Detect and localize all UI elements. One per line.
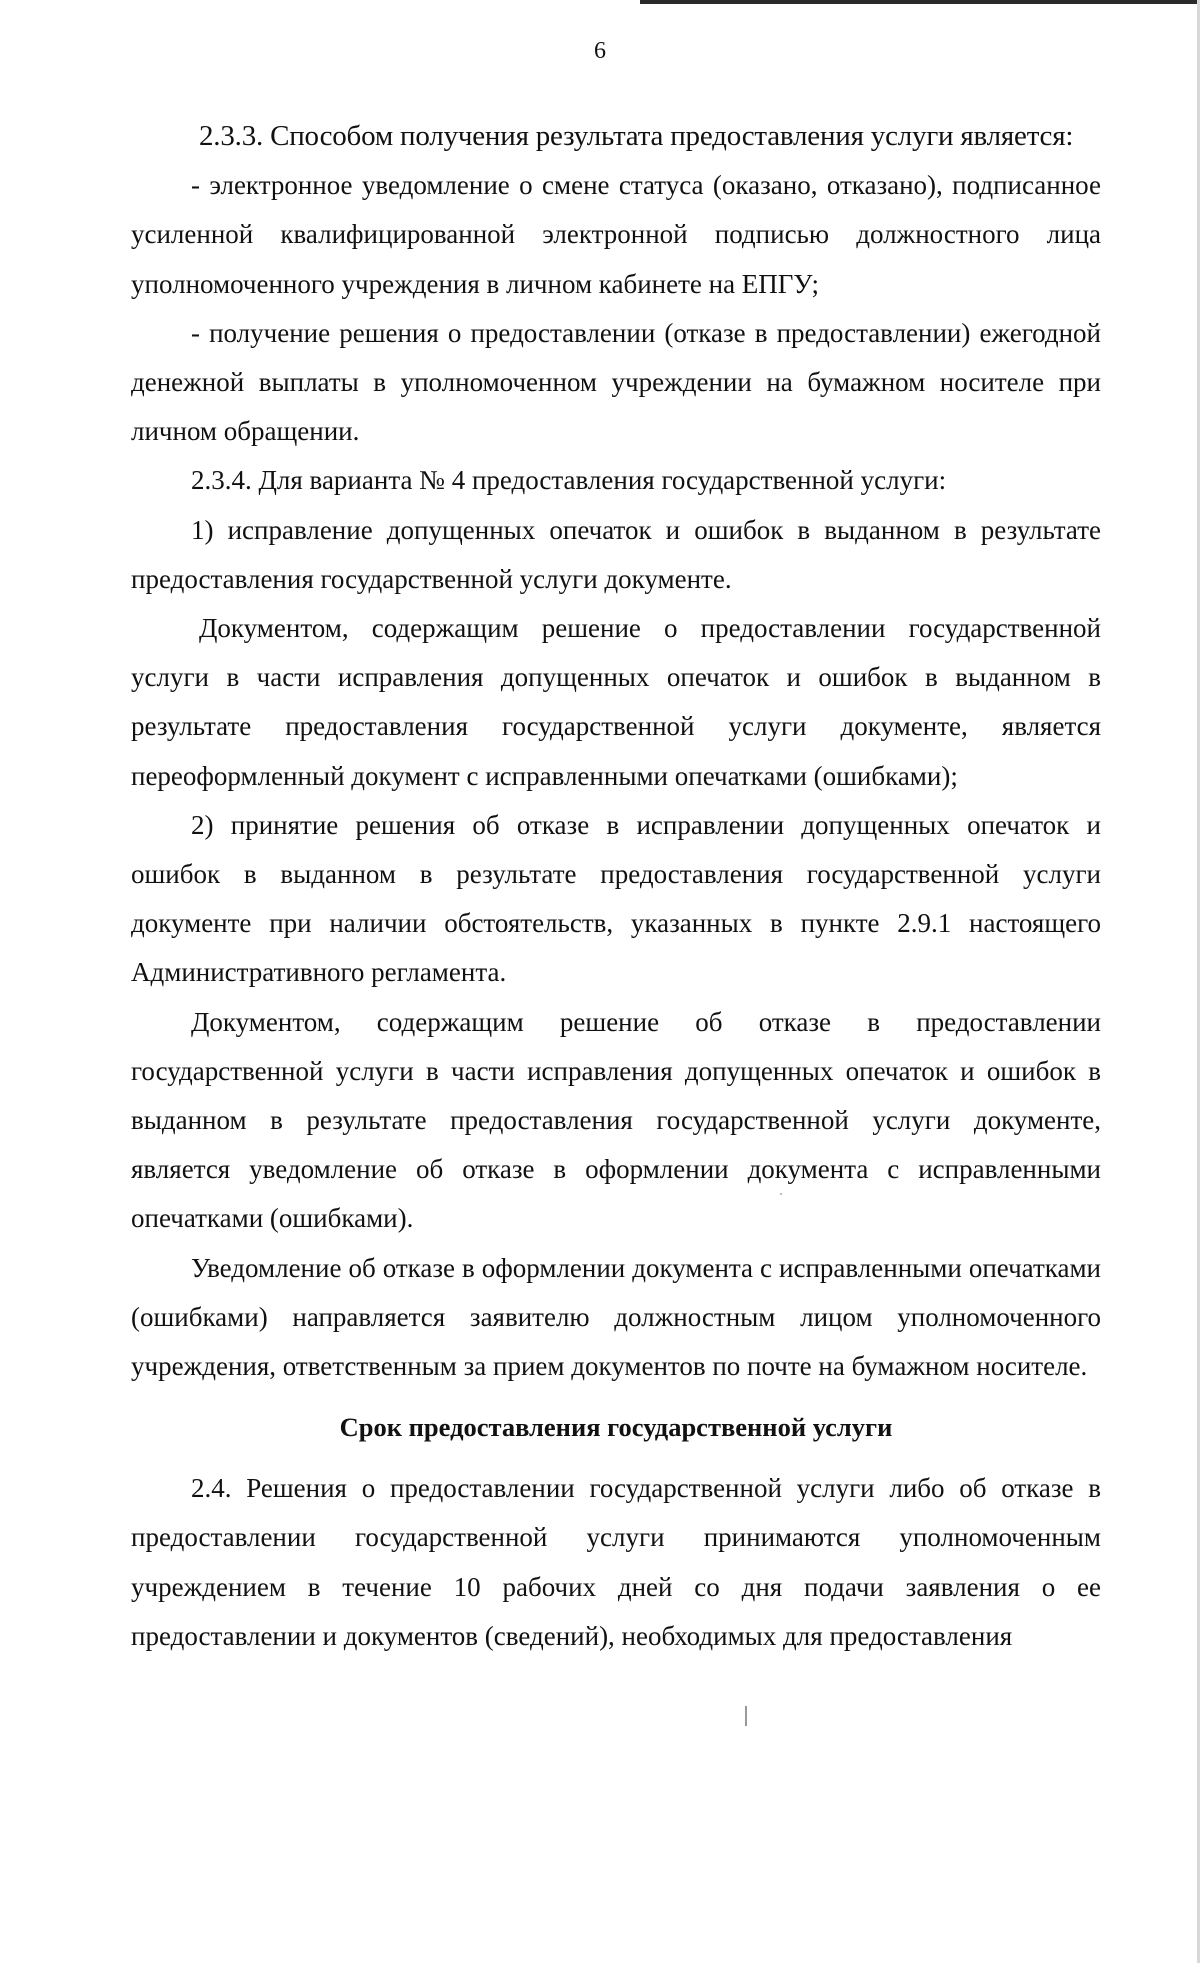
paragraph-paper-decision: - получение решения о предоставлении (отказе в предоставлении) ежегодной денежной выплаты в уполномоченном учреждении на бумажном носителе при личном обращении. [131, 317, 1101, 447]
scan-artifact-mark [745, 1706, 747, 1726]
paragraph-electronic-notice: - электронное уведомление о смене статуса (оказано, отказано), подписанное усиленной квалифицированной электронной подписью должностного лица уполномоченного учреждения в личном кабинете на ЕПГУ; [131, 170, 1101, 299]
paragraph-2-4: 2.4. Решения о предоставлении государственной услуги либо об отказе в предоставлении государственной услуги принимаются уполномоченным учреждением в течение 10 рабочих дней со дня подачи заявления о ее предоставлении и документов (сведений), необходимых для предоставления [131, 1473, 1101, 1651]
scan-artifact-dot [780, 1193, 782, 1195]
document-body [131, 112, 1101, 1661]
paragraph-reissued-document: Документом, содержащим решение о предоставлении государственной услуги в части исправления допущенных опечаток и ошибок в выданном в результате предоставления государственной услуги документе, является переоформленный документ с исправленными опечатками (ошибками); [131, 613, 1101, 791]
page-number: 6 [594, 38, 606, 64]
paragraph-2-3-3: 2.3.3. Способом получения результата предоставления услуги является: [199, 120, 1074, 152]
scan-top-edge [640, 0, 1200, 4]
paragraph-item-1: 1) исправление допущенных опечаток и ошибок в выданном в результате предоставления государственной услуги документе. [131, 514, 1101, 594]
paragraph-refusal-document: Документом, содержащим решение об отказе в предоставлении государственной услуги в части исправления допущенных опечаток и ошибок в выданном в результате предоставления государственной услуги документе, является уведомление об отказе в оформлении документа с исправленными опечатками (ошибками). [131, 1006, 1101, 1234]
paragraph-item-2: 2) принятие решения об отказе в исправлении допущенных опечаток и ошибок в выданном в результате предоставления государственной услуги документе при наличии обстоятельств, указанных в пункте 2.9.1 настоящего Административного регламента. [131, 809, 1101, 988]
paragraph-refusal-notice: Уведомление об отказе в оформлении документа с исправленными опечатками (ошибками) направляется заявителю должностным лицом уполномоченного учреждения, ответственным за прием документов по почте на бумажном носителе. [131, 1252, 1101, 1382]
section-heading-service-term: Срок предоставления государственной услуги [339, 1412, 893, 1443]
paragraph-2-3-4: 2.3.4. Для варианта № 4 предоставления государственной услуги: [191, 465, 947, 496]
